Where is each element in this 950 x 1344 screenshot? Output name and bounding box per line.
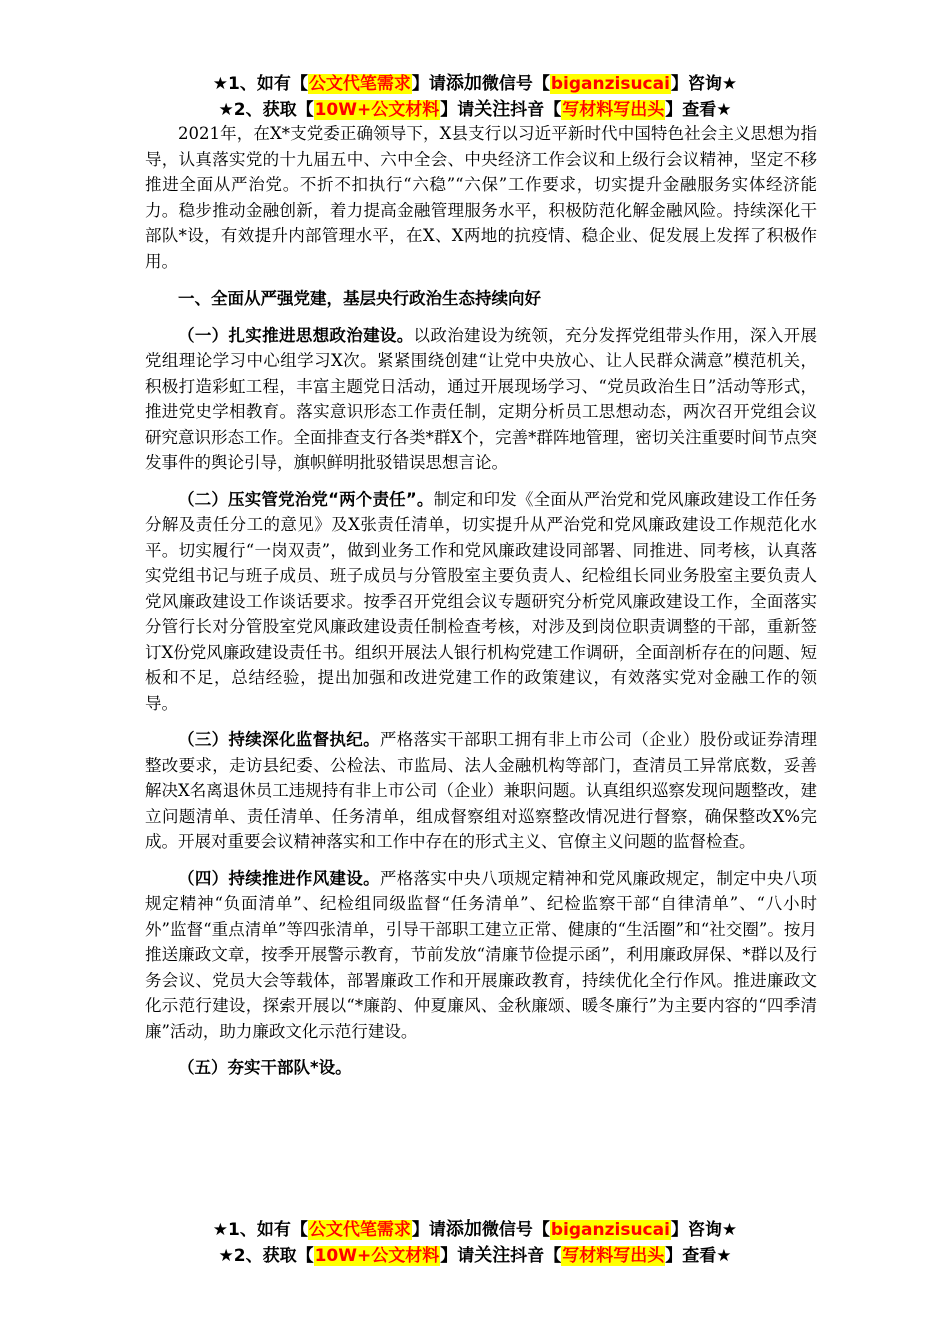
- promo-text: 微信号【: [481, 74, 550, 94]
- promo-highlight: 公文代笔需求: [308, 1220, 411, 1240]
- promo-text: 】请: [440, 100, 475, 120]
- promo-text: 】请: [440, 1246, 475, 1266]
- document-body: [145, 121, 817, 1092]
- promo-text: 抖音【: [510, 100, 562, 120]
- subsection-title: （四）持续推进作风建设。: [178, 868, 380, 888]
- promo-line-1: [0, 1217, 950, 1243]
- promo-line-2: [0, 97, 950, 123]
- subsection-title: （一）扎实推进思想政治建设。: [178, 325, 414, 345]
- promo-text: 抖音【: [510, 1246, 562, 1266]
- promo-emphasis: 添加: [445, 73, 482, 94]
- promo-text: 】咨询★: [670, 1220, 738, 1240]
- subsection-body: 严格落实干部职工拥有非上市公司（企业）股份或证券清理整改要求，走访县纪委、公检法、市监局、法人金融机构等部门，查清员工异常底数，妥善解决X名离退休员工违规持有非上市公司（企业）兼职问题。认真组织巡察发现问题整改，建立问题清单、责任清单、任务清单，组成督察组对巡察整改情况进行督察，确保整改X%完成。开展对重要会议精神落实和工作中存在的形式主义、官僚主义问题的监督检查。: [145, 730, 818, 851]
- promo-highlight: 公文代笔需求: [308, 74, 411, 94]
- promo-text: 微信号【: [481, 1220, 550, 1240]
- promo-text: ★2、获取【: [218, 1246, 314, 1266]
- section-heading: 一、全面从严强党建，基层央行政治生态持续向好: [178, 289, 541, 308]
- subsection-5: [145, 1055, 817, 1081]
- promo-highlight: biganzisucai: [550, 1220, 670, 1240]
- subsection-body: 以政治建设为统领，充分发挥党组带头作用，深入开展党组理论学习中心组学习X次。紧紧围绕创建“让党中央放心、让人民群众满意”模范机关，积极打造彩虹工程，丰富主题党日活动，通过开展现场学习、“党员政治生日”活动等形式，推进党史学相教育。落实意识形态工作责任制，定期分析员工思想动态，两次召开党组会议研究意识形态工作。全面排查支行各类*群X个，完善*群阵地管理，密切关注重要时间节点突发事件的舆论引导，旗帜鲜明批驳错误思想言论。: [145, 325, 818, 472]
- promo-line-2: [0, 1243, 950, 1269]
- promo-text: 】查看★: [665, 100, 732, 120]
- subsection-3: [145, 727, 817, 855]
- subsection-2: [145, 487, 817, 717]
- promo-highlight: 写材料写出头: [562, 100, 665, 120]
- subsection-1: [145, 323, 817, 476]
- subsection-4: [145, 866, 817, 1045]
- promo-emphasis: 添加: [445, 1219, 482, 1240]
- promo-text: ★1、如有【: [212, 74, 308, 94]
- subsection-title: （三）持续深化监督执纪。: [178, 730, 380, 749]
- subsection-title: （二）压实管党治党“两个责任”。: [178, 489, 434, 509]
- promo-text: 】请: [411, 1220, 446, 1240]
- promo-banner-top: [0, 71, 950, 123]
- subsection-body: 制定和印发《全面从严治党和党风廉政建设工作任务分解及责任分工的意见》及X张责任清单，切实提升从严治党和党风廉政建设工作规范化水平。切实履行“一岗双责”，做到业务工作和党风廉政建设同部署、同推进、同考核，认真落实党组书记与班子成员、班子成员与分管股室主要负责人、纪检组长同业务股室主要负责人党风廉政建设工作谈话要求。按季召开党组会议专题研究分析党风廉政建设工作，全面落实分管行长对分管股室党风廉政建设责任制检查考核，对涉及到岗位职责调整的干部，重新签订X份党风廉政建设责任书。组织开展法人银行机构党建工作调研，全面剖析存在的问题、短板和不足，总结经验，提出加强和改进党建工作的政策建议，有效落实党对金融工作的领导。: [145, 489, 817, 713]
- promo-emphasis: 关注: [474, 99, 511, 120]
- promo-highlight: 10W+公文材料: [314, 100, 440, 120]
- promo-text: 】请: [411, 74, 446, 94]
- promo-line-1: [0, 71, 950, 97]
- promo-highlight: 10W+公文材料: [314, 1246, 440, 1266]
- promo-highlight: biganzisucai: [550, 74, 670, 94]
- promo-banner-bottom: [0, 1217, 950, 1269]
- promo-text: ★2、获取【: [218, 100, 314, 120]
- subsection-body: 严格落实中央八项规定精神和党风廉政规定，制定中央八项规定精神“负面清单”、纪检组同级监督“任务清单”、纪检监察干部“自律清单”、“八小时外”监督“重点清单”等四张清单，引导干部职工建立正常、健康的“生活圈”和“社交圈”。按月推送廉政文章，按季开展警示教育，节前发放“清廉节俭提示函”，利用廉政屏保、*群以及行务会议、党员大会等载体，部署廉政工作和开展廉政教育，持续优化全行作风。推进廉政文化示范行建设，探索开展以“*廉韵、仲夏廉风、金秋廉颂、暖冬廉行”为主要内容的“四季清廉”活动，助力廉政文化示范行建设。: [145, 868, 818, 1041]
- promo-emphasis: 关注: [474, 1245, 511, 1266]
- subsection-title: （五）夯实干部队*设。: [178, 1058, 352, 1077]
- promo-text: ★1、如有【: [212, 1220, 308, 1240]
- promo-text: 】查看★: [665, 1246, 732, 1266]
- promo-text: 】咨询★: [670, 74, 738, 94]
- intro-paragraph: 2021年，在X*支党委正确领导下，X县支行以习近平新时代中国特色社会主义思想为指导，认真落实党的十九届五中、六中全会、中央经济工作会议和上级行会议精神，坚定不移推进全面从严治党。不折不扣执行“六稳”“六保”工作要求，切实提升金融服务实体经济能力。稳步推动金融创新，着力提高金融管理服务水平，积极防范化解金融风险。持续深化干部队*设，有效提升内部管理水平，在X、X两地的抗疫情、稳企业、促发展上发挥了积极作用。: [145, 124, 817, 271]
- promo-highlight: 写材料写出头: [562, 1246, 665, 1266]
